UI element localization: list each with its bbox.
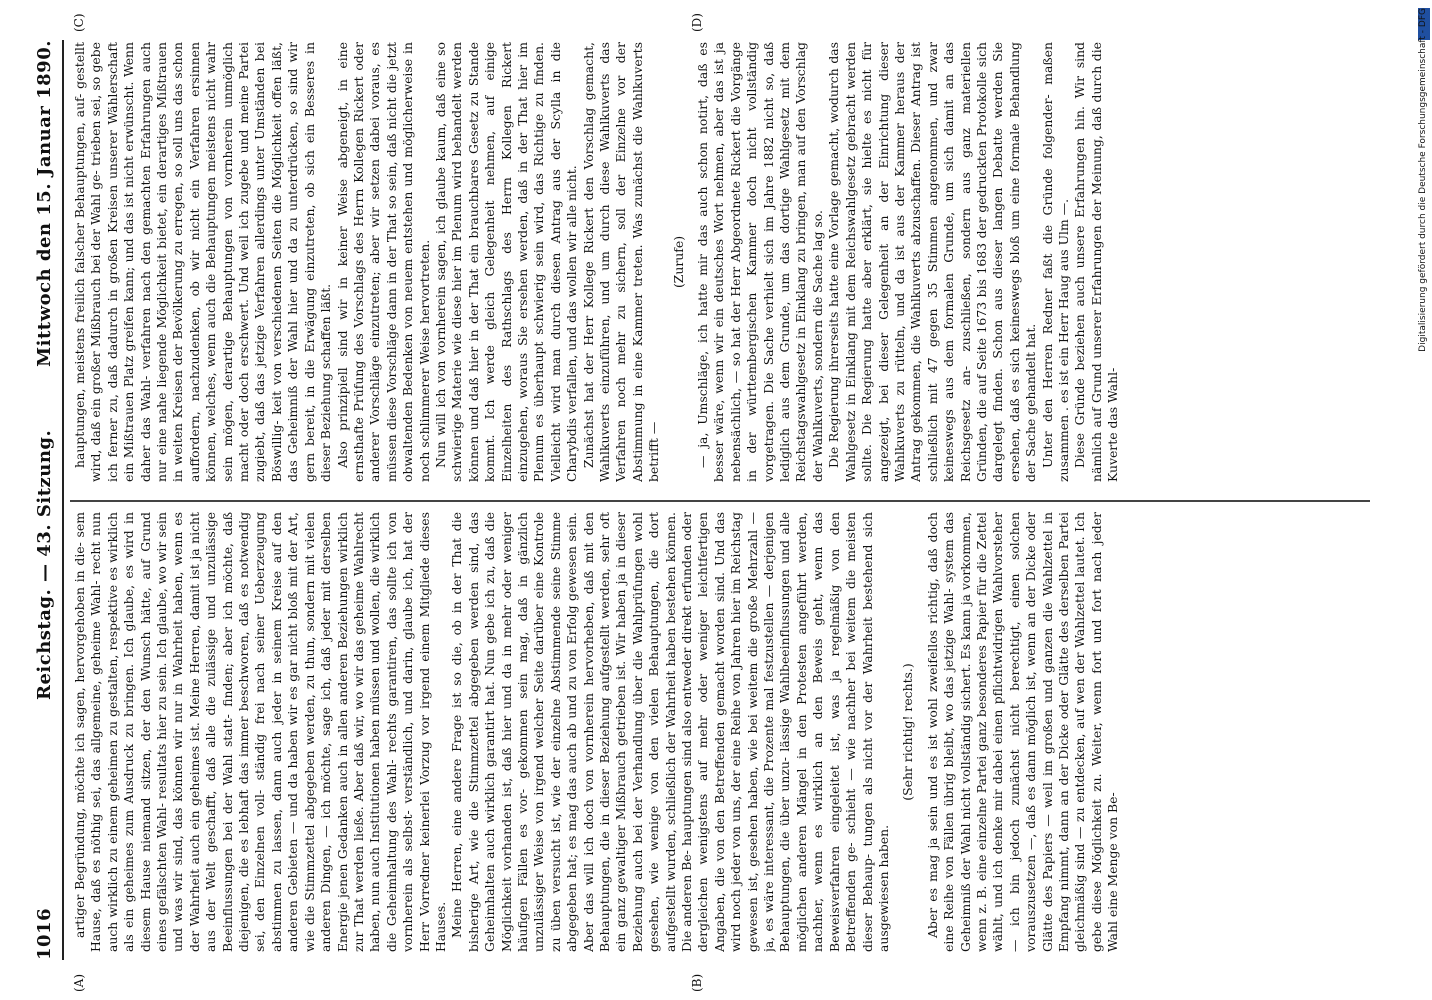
margin-mark-b: (B) [690,973,704,992]
paragraph: artiger Begründung, möchte ich sagen, hervorgehoben in die- sem Hause, daß es nöthig sei, das allgemeine, geheime Wahl- recht nun auch wirklich zu einem geheimen zu gestalten, respektive es wirklich als ein geheimes zum Ausdruck zu bringen. Ich glaube, es wird in diesem Hause niemand sitzen, der den Wunsch hätte, auf Grund eines gefälschten Wahl- resultats hier zu sein. Ich glaube, wo wir sein und was wir sind, das können wir nur in Wahrheit haben, wenn es der Wahrheit auch ein geheimes ist. Meine Herren, damit ist ja nicht aus der Welt geschafft, daß alle die zulässige und unzulässige Beeinflussungen bei der Wahl statt- finden; aber ich möchte, daß diejenigen, die es lebhaft das immer beschworen, daß es notwendig sei, den Einzelnen voll- ständig frei nach seiner Ueberzeugung abstimmen zu lassen, dann auch jeder in seinem Kreise auf den anderen Gebieten — und da haben wir es gar nicht bloß mit der Art, wie die Stimmzettel abgegeben werden, zu thun, sondern mit vielen anderen Dingen, — ich möchte, sage ich, daß jeder mit derselben Energie jenen Gedanken auch in allen anderen Beziehungen wirklich zur That werden ließe. Aber daß wir, wo wir das geheime Wahlrecht haben, nun auch Institutionen haben müssen und wollen, die wirklich die Geheimhaltung des Wahl- rechts garantiren, das sollte ich von vornherein als selbst- verständlich, und darin, glaube ich, hat der Herr Vorredner keinerlei Vorzug vor irgend einem Mitgliede dieses Hauses. [72,512,448,952]
margin-mark-c: (C) [72,13,86,32]
paragraph: Nun will ich von vornherein sagen, ich glaube kaum, daß eine so schwierige Materie wie diese hier im Plenum wird behandelt werden können und daß hier in der That ein brauchbares Gesetz zu Stande kommt. Ich werde gleich Gelegenheit nehmen, auf einige Einzelheiten des Rathschlags des Herrn Kollegen Rickert einzugehen, woraus Sie ersehen werden, daß in der That hier im Plenum es überhaupt schwierig sein wird, das Richtige zu finden. Vielleicht wird man durch diesen Antrag aus der Scylla in die Charybdis verfallen, und das wollen wir alle nicht. [432,42,580,482]
paragraph: Aber es mag ja sein und es ist wohl zweifellos richtig, daß doch eine Reihe von Fällen übrig bleibt, wo das jetzige Wahl- system das Geheimniß der Wahl nicht vollständig sichert. Es kann ja vorkommen, wenn z. B. eine einzelne Partei ganz besonderes Papier für die Zettel wählt, und ich denke mir dabei einen pflichtwidrigen Wahlvorsteher — ich bin jedoch zunächst nicht berechtigt, einen solchen vorauszusetzen —, daß es dann möglich ist, wenn an der Dicke oder Glätte des Papiers — weil im großen und ganzen die Wahlzettel in Empfang nimmt, dann an der Dicke oder Glätte des derselben Partei gleichmäßig sind — zu entdecken, auf wen der Wahlzettel lautet. Ich gebe diese Möglichkeit zu. Weiter, wenn fort und fort nach jeder Wahl eine Menge von Be- [924,512,1121,952]
margin-mark-a: (A) [72,973,86,992]
session-date: Mittwoch den 15. Januar 1890. [34,40,55,367]
column-divider [70,500,1370,502]
header-rule [62,40,64,960]
digitization-note: Digitalisierung gefördert durch die Deutsche Forschungsgemeinschaft - DFG [1418,8,1428,352]
paragraph: — ja, Umschläge, ich hatte mir das auch schon notirt, daß es besser wäre, wenn wir ein deutsches Wort nehmen, aber das ist ja nebensächlich, — so hat der Herr Abgeordnete Rickert die Vorgänge in der württembergischen Kammer doch nicht vollständig vorgetragen. Die Sache verhielt sich im Jahre 1882 nicht so, daß lediglich aus dem Grunde, um das dortige Wahlgesetz mit dem Reichstagswahlgesetz in Einklang zu bringen, man auf den Vorschlag der Wahlkuverts, sondern die Sache lag so. [695,42,825,482]
page-header [28,40,64,960]
left-column [72,512,1372,952]
paragraph: Unter den Herren Redner faßt die Gründe folgender- maßen zusammen . es ist ein Herr Haug aus Ulm —. [1039,42,1071,482]
paragraph: hauptungen, meistens freilich falscher Behauptungen, auf- gestellt wird, daß ein großer Mißbrauch bei der Wahl ge- trieben sei, so gebe ich ferner zu, daß dadurch in großen Kreisen unserer Wählerschaft ein Mißtrauen Platz greifen kann; und das ist nicht erwünscht. Wenn daher das Wahl- verfahren nach den gemachten Erfahrungen auch nur eine nahe liegende Möglichkeit bietet, ein derartiges Mißtrauen in weiten Kreisen der Bevölkerung zu erregen, so soll uns das schon auffordern, nachzudenken, ob wir nicht ein Verfahren ersinnen können, welches, wenn auch die Behauptungen meistens nicht wahr sein mögen, derartige Behauptungen von vornherein unmöglich macht oder doch erschwert. Und weil ich zugebe und meine Partei zugiebt, daß das jetzige Verfahren allerdings unter Umständen bei Böswillig- keit von verschiedenen Seiten die Möglichkeit offen läßt, das Geheimniß der Wahl hier und da zu unterdrücken, so sind wir gern bereit, in die Erwägung einzutreten, ob sich ein Besseres in dieser Beziehung schaffen läßt. [72,42,334,482]
right-column [72,42,1372,482]
paragraph: Zunächst hat der Herr Kollege Rickert den Vorschlag gemacht, Wahlkuverts einzuführen, und um durch diese Wahlkuverts das Verfahren noch mehr zu sichern, soll der Einzelne vor der Abstimmung in eine Kammer treten. Was zunächst die Wahlkuverts betrifft — [580,42,662,482]
margin-mark-d: (D) [690,13,704,32]
session-title: Reichstag. — 43. Sitzung. [34,429,55,700]
page-number: 1016 [34,907,55,960]
digitization-sidenote [1418,8,1430,988]
paragraph: Die Regierung ihrerseits hatte eine Vorlage gemacht, wodurch das Wahlgesetz in Einklang mit dem Reichswahlgesetz gebracht werden sollte. Die Regierung hatte aber erklärt, sie hielte es nicht für angezeigt, bei dieser Gelegenheit an der Einrichtung dieser Wahlkuverts zu rütteln, und da ist aus der Kammer heraus der Antrag gekommen, die Wahlkuverts abzuschaffen. Dieser Antrag ist schließlich mit 47 gegen 35 Stimmen angenommen, und zwar keineswegs aus dem formalen Grunde, um sich damit an das Reichsgesetz an- zuschließen, sondern aus ganz materiellen Gründen, die auf Seite 1673 bis 1683 der gedruckten Protokolle sich dargelegt finden. Schon aus dieser langen Debatte werden Sie ersehen, daß es sich keineswegs bloß um eine formale Behandlung der Sache gehandelt hat. [826,42,1039,482]
interjection: (Sehr richtig! rechts.) [900,663,916,801]
paragraph: Also prinzipiell sind wir in keiner Weise abgeneigt, in eine ernsthafte Prüfung des Vorschlags des Herrn Kollegen Rickert oder anderer Vorschläge einzutreten; aber wir setzen dabei voraus, es müssen diese Vorschläge dann in der That so sein, daß nicht die jetzt obwaltenden Bedenken von neuem entstehen und möglicherweise in noch schlimmerer Weise hervortreten. [334,42,432,482]
paragraph: Meine Herren, eine andere Frage ist so die, ob in der That die bisherige Art, wie die Stimmzettel abgegeben werden sind, das Geheimhalten auch wirklich garantirt hat. Nun gebe ich zu, daß die Möglichkeit vorhanden ist, daß hier und da in mehr oder weniger häufigen Fällen es vor- gekommen sein mag, daß in gänzlich unzulässiger Weise von irgend welcher Seite darüber eine Kontrole zu üben versucht ist, wie der einzelne Abstimmende seine Stimme abgegeben hat; es mag das auch ab und zu von Erfolg gewesen sein. Aber das will ich doch von vornherein hervorheben, daß mit den Behauptungen, die in dieser Beziehung aufgestellt werden, sehr oft ein ganz gewaltiger Mißbrauch getrieben ist. Wir haben ja in dieser Beziehung auch bei der Verhandlung über die Wahlprüfungen wohl gesehen, wie wenige von den vielen Behauptungen, die dort aufgestellt wurden, schließlich der Wahrheit haben bestehen können. Die anderen Be- hauptungen sind also entweder direkt erfunden oder dergleichen wenigstens auf mehr oder weniger leichtfertigen Angaben, die von den Betreffenden gemacht worden sind. Und das wird noch jeder von uns, der eine Reihe von Jahren hier im Reichstag gewesen ist, gesehen haben, wie bei weitem die große Mehrzahl — ja, es wäre interessant, die Prozente mal festzustellen — derjenigen Behauptungen, die über unzu- lässige Wahlbeeinflussungen und alle möglichen anderen Mängel in den Protesten angeführt werden, nachher, wenn es wirklich an den Beweis geht, wenn das Beweisverfahren eingeleitet ist, was ja regelmäßig von den Betreffenden ge- schieht — wie nachher bei weitem die meisten dieser Behaup- tungen als nicht vor der Wahrheit bestehend sich ausgewiesen haben. [449,512,891,952]
interjection: (Zurufe) [670,235,686,289]
paragraph: Diese Gründe beziehen auch unsere Erfahrungen hin. Wir sind nämlich auf Grund unserer Erfahrungen der Meinung, daß durch die Kuverte das Wahl- [1072,42,1121,482]
